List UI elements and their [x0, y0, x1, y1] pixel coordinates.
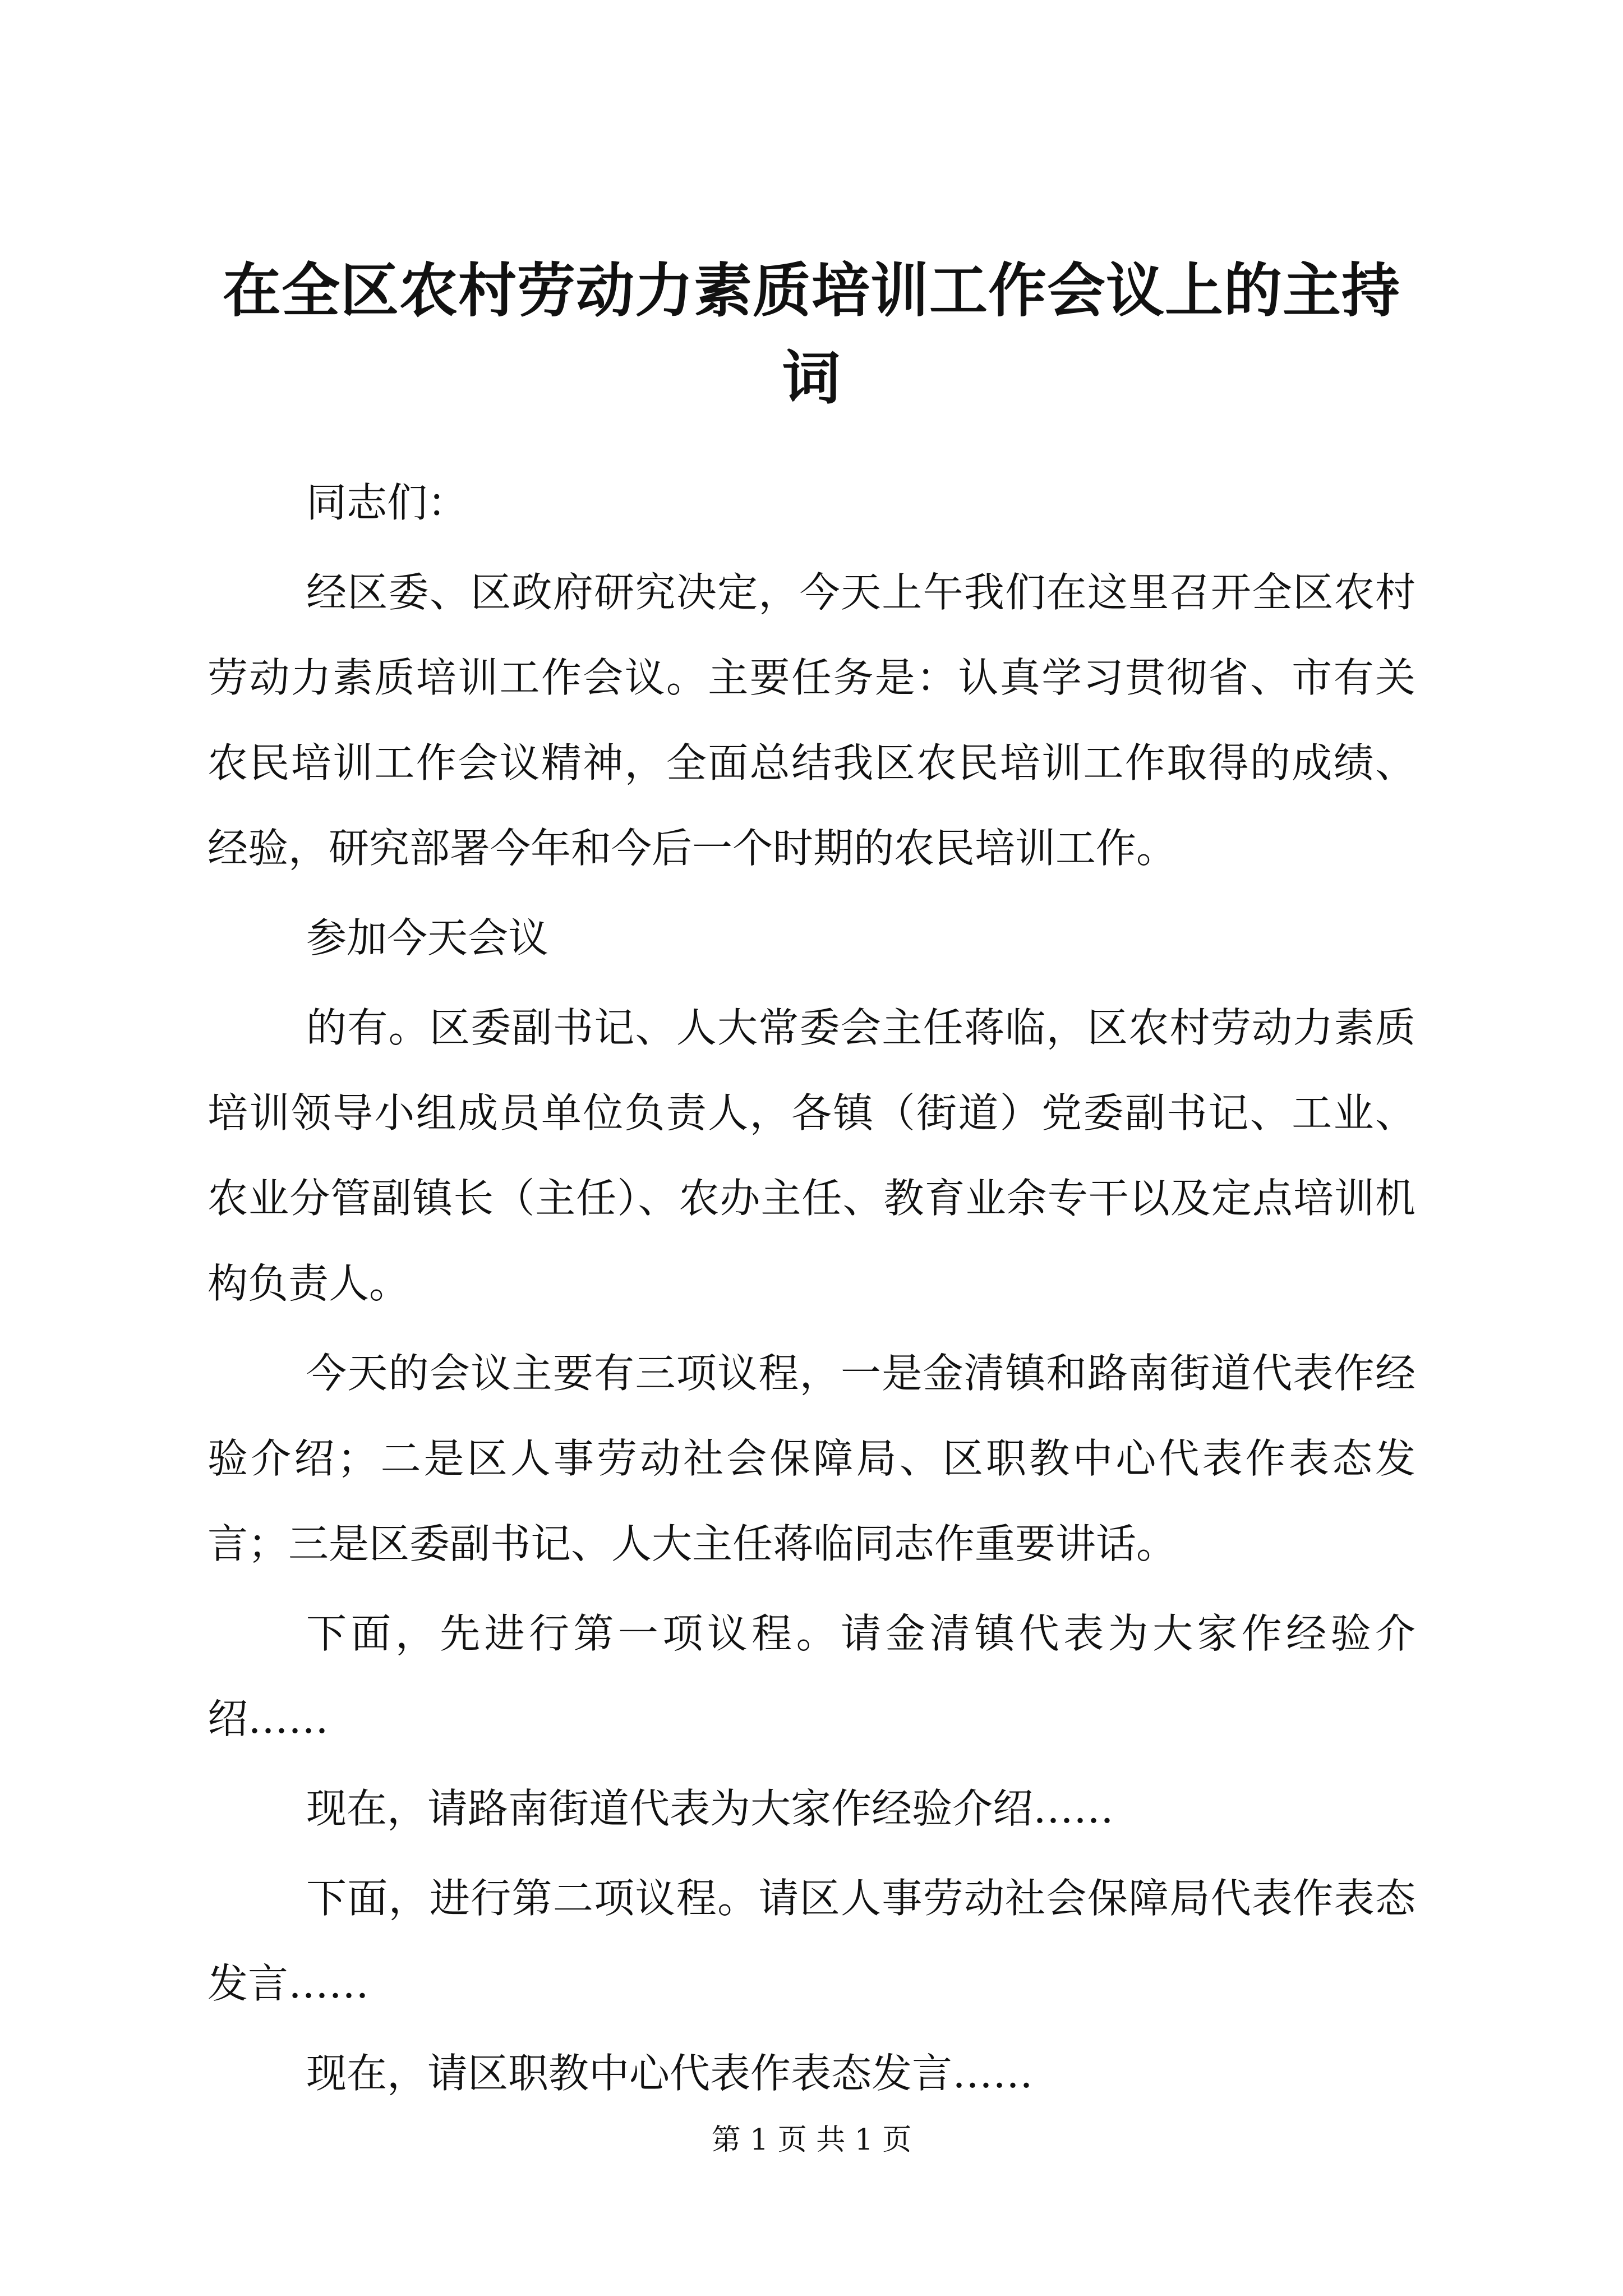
paragraph-agenda-item-2b: 现在，请区职教中心代表作表态发言…… — [306, 2050, 1034, 2097]
document-body — [208, 460, 1415, 2120]
paragraph-purpose: 经区委、区政府研究决定，今天上午我们在这里召开全区农村劳动力素质培训工作会议。主要任务是：认真学习贯彻省、市有关农民培训工作会议精神，全面总结我区农民培训工作取得的成绩、经验，研究部署今年和今后一个时期的农民培训工作。 — [208, 569, 1415, 872]
paragraph-agenda-item-1b: 现在，请路南街道代表为大家作经验介绍…… — [306, 1785, 1114, 1832]
page-footer: 第 1 页 共 1 页 — [711, 2123, 912, 2157]
paragraph-attendees: 的有。区委副书记、人大常委会主任蒋临，区农村劳动力素质培训领导小组成员单位负责人，各镇（街道）党委副书记、工业、农业分管副镇长（主任）、农办主任、教育业余专干以及定点培训机构负责人。 — [208, 1004, 1415, 1307]
paragraph-agenda-item-2: 下面，进行第二项议程。请区人事劳动社会保障局代表作表态发言…… — [208, 1875, 1415, 2007]
paragraph-greeting: 同志们： — [306, 479, 468, 526]
paragraph-agenda-item-1: 下面，先进行第一项议程。请金清镇代表为大家作经验介绍…… — [208, 1610, 1415, 1742]
document-title — [208, 247, 1415, 422]
paragraph-agenda: 今天的会议主要有三项议程，一是金清镇和路南街道代表作经验介绍；二是区人事劳动社会保障局、区职教中心代表作表态发言；三是区委副书记、人大主任蒋临同志作重要讲话。 — [208, 1350, 1415, 1567]
title-line-2: 词 — [782, 343, 841, 412]
paragraph-attendees-intro: 参加今天会议 — [306, 914, 549, 961]
title-line-1: 在全区农村劳动力素质培训工作会议上的主持 — [222, 256, 1400, 325]
